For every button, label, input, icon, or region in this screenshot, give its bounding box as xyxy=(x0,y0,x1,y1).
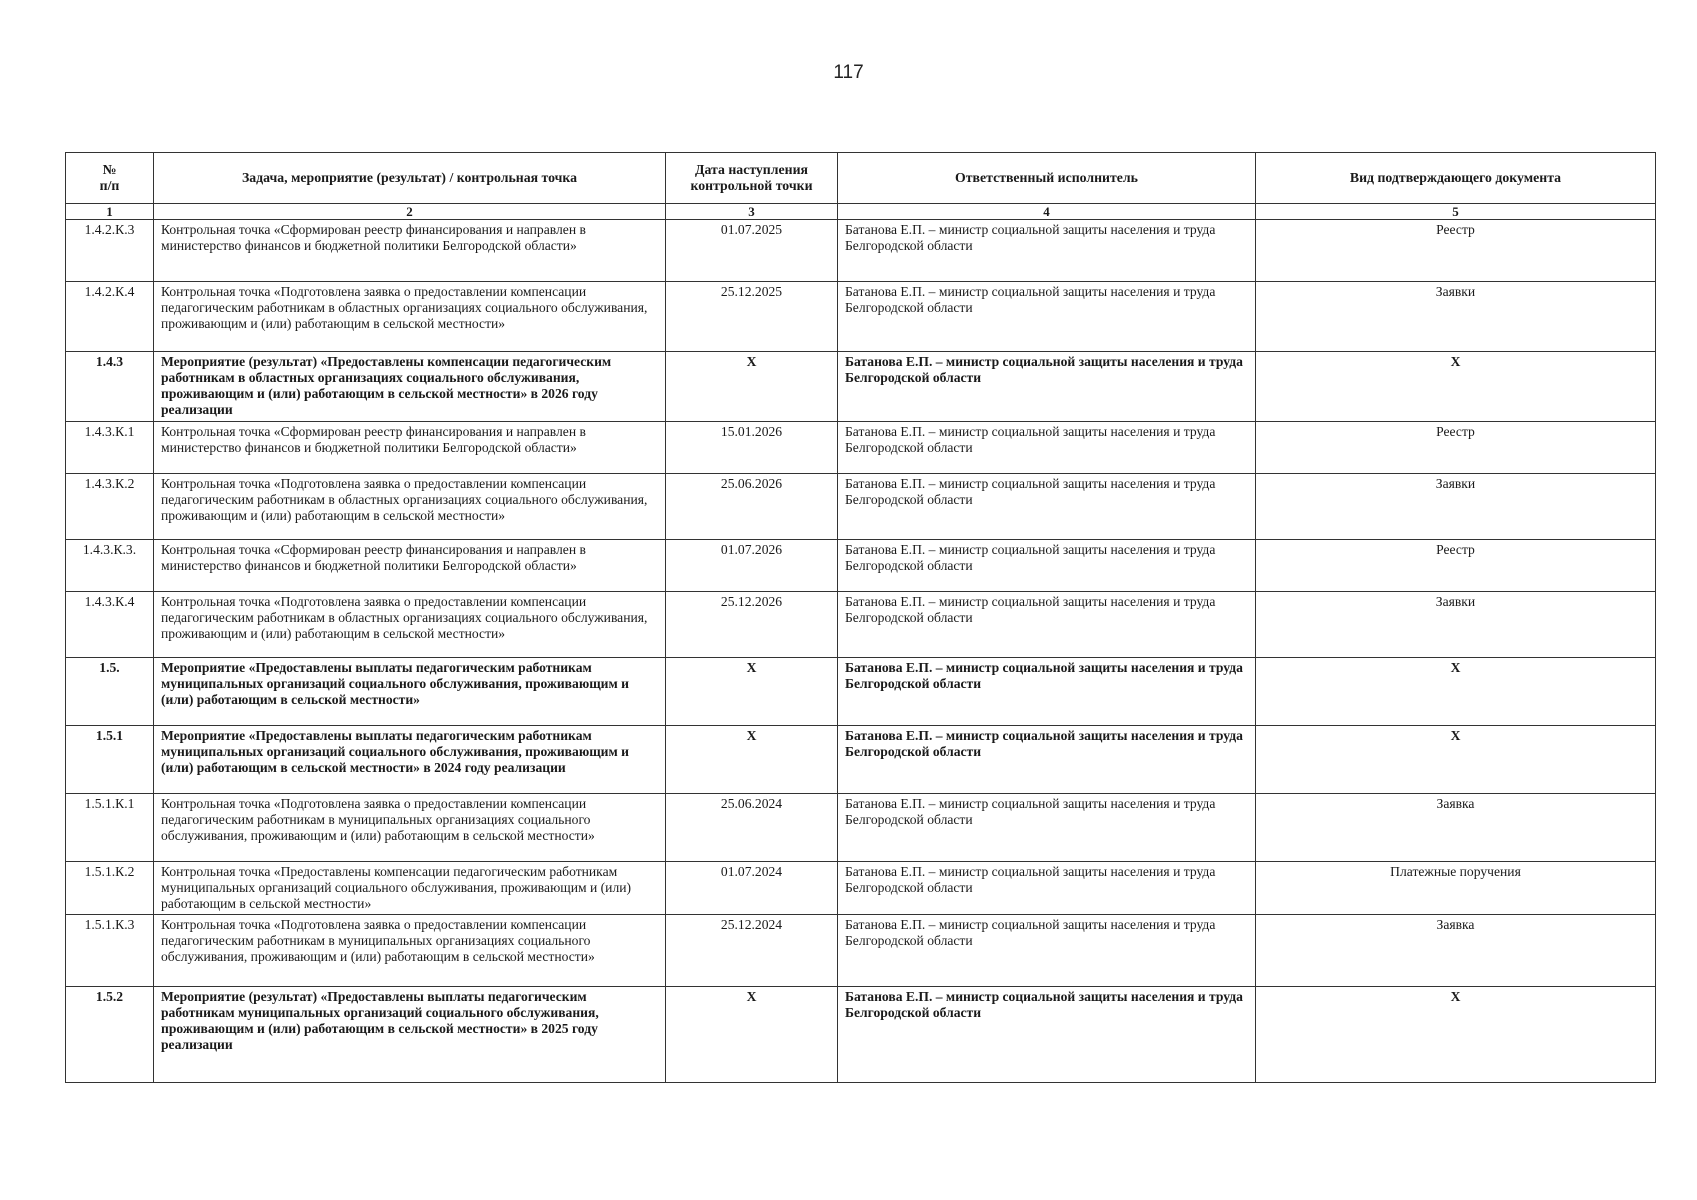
row-task: Мероприятие «Предоставлены выплаты педагогическим работникам муниципальных организаций социального обслуживания, проживающим и (или) работающим в сельской местности» в 2024 году реализации xyxy=(154,726,666,794)
row-task: Контрольная точка «Сформирован реестр финансирования и направлен в министерство финансов и бюджетной политики Белгородской области» xyxy=(154,220,666,282)
row-document: Заявки xyxy=(1256,592,1656,658)
row-date: 15.01.2026 xyxy=(666,422,838,474)
row-date: 01.07.2024 xyxy=(666,862,838,915)
row-number: 1.5.1.К.2 xyxy=(66,862,154,915)
table-row xyxy=(66,540,1656,592)
row-number: 1.5.1.К.1 xyxy=(66,794,154,862)
row-document: Заявка xyxy=(1256,914,1656,986)
row-number: 1.5.1.К.3 xyxy=(66,914,154,986)
row-number: 1.4.3.К.3. xyxy=(66,540,154,592)
row-document: X xyxy=(1256,986,1656,1082)
row-executor: Батанова Е.П. – министр социальной защиты населения и труда Белгородской области xyxy=(838,220,1256,282)
table-row xyxy=(66,422,1656,474)
row-number: 1.5.1 xyxy=(66,726,154,794)
table-row xyxy=(66,220,1656,282)
row-task: Контрольная точка «Подготовлена заявка о предоставлении компенсации педагогическим работникам в областных организациях социального обслуживания, проживающим и (или) работающим в сельской местности» xyxy=(154,474,666,540)
row-task: Контрольная точка «Сформирован реестр финансирования и направлен в министерство финансов и бюджетной политики Белгородской области» xyxy=(154,422,666,474)
row-date: 25.12.2024 xyxy=(666,914,838,986)
header-executor: Ответственный исполнитель xyxy=(838,153,1256,204)
header-number: № п/п xyxy=(66,153,154,204)
row-task: Контрольная точка «Подготовлена заявка о предоставлении компенсации педагогическим работникам в областных организациях социального обслуживания, проживающим и (или) работающим в сельской местности» xyxy=(154,282,666,352)
row-task: Контрольная точка «Подготовлена заявка о предоставлении компенсации педагогическим работникам в муниципальных организациях социального обслуживания, проживающим и (или) работающим в сельской местности» xyxy=(154,794,666,862)
row-date: 25.06.2024 xyxy=(666,794,838,862)
table-header-row xyxy=(66,153,1656,204)
row-date: 25.06.2026 xyxy=(666,474,838,540)
table-row xyxy=(66,986,1656,1082)
row-number: 1.4.2.К.3 xyxy=(66,220,154,282)
row-executor: Батанова Е.П. – министр социальной защиты населения и труда Белгородской области xyxy=(838,422,1256,474)
row-number: 1.4.3.К.1 xyxy=(66,422,154,474)
row-document: Реестр xyxy=(1256,422,1656,474)
row-executor: Батанова Е.П. – министр социальной защиты населения и труда Белгородской области xyxy=(838,986,1256,1082)
row-executor: Батанова Е.П. – министр социальной защиты населения и труда Белгородской области xyxy=(838,282,1256,352)
column-number: 3 xyxy=(666,204,838,220)
table-row xyxy=(66,474,1656,540)
row-number: 1.5. xyxy=(66,658,154,726)
row-date: 01.07.2026 xyxy=(666,540,838,592)
table-row xyxy=(66,726,1656,794)
row-executor: Батанова Е.П. – министр социальной защиты населения и труда Белгородской области xyxy=(838,540,1256,592)
row-document: Заявка xyxy=(1256,794,1656,862)
row-date: X xyxy=(666,726,838,794)
row-task: Мероприятие (результат) «Предоставлены компенсации педагогическим работникам в областных организациях социального обслуживания, проживающим и (или) работающим в сельской местности» в 2026 году реализации xyxy=(154,352,666,422)
row-document: Реестр xyxy=(1256,220,1656,282)
row-executor: Батанова Е.П. – министр социальной защиты населения и труда Белгородской области xyxy=(838,474,1256,540)
header-date: Дата наступления контрольной точки xyxy=(666,153,838,204)
row-date: 25.12.2026 xyxy=(666,592,838,658)
row-task: Мероприятие «Предоставлены выплаты педагогическим работникам муниципальных организаций социального обслуживания, проживающим и (или) работающим в сельской местности» xyxy=(154,658,666,726)
column-number-row xyxy=(66,204,1656,220)
row-executor: Батанова Е.П. – министр социальной защиты населения и труда Белгородской области xyxy=(838,914,1256,986)
table-body xyxy=(66,220,1656,1083)
row-executor: Батанова Е.П. – министр социальной защиты населения и труда Белгородской области xyxy=(838,726,1256,794)
header-task: Задача, мероприятие (результат) / контрольная точка xyxy=(154,153,666,204)
row-document: X xyxy=(1256,658,1656,726)
row-number: 1.4.3.К.4 xyxy=(66,592,154,658)
row-document: X xyxy=(1256,352,1656,422)
row-executor: Батанова Е.П. – министр социальной защиты населения и труда Белгородской области xyxy=(838,658,1256,726)
table-row xyxy=(66,592,1656,658)
column-number: 1 xyxy=(66,204,154,220)
row-task: Контрольная точка «Подготовлена заявка о предоставлении компенсации педагогическим работникам в муниципальных организациях социального обслуживания, проживающим и (или) работающим в сельской местности» xyxy=(154,914,666,986)
column-number: 5 xyxy=(1256,204,1656,220)
row-task: Контрольная точка «Подготовлена заявка о предоставлении компенсации педагогическим работникам в областных организациях социального обслуживания, проживающим и (или) работающим в сельской местности» xyxy=(154,592,666,658)
row-date: X xyxy=(666,352,838,422)
table-row xyxy=(66,914,1656,986)
table-row xyxy=(66,862,1656,915)
row-number: 1.5.2 xyxy=(66,986,154,1082)
row-date: X xyxy=(666,658,838,726)
row-executor: Батанова Е.П. – министр социальной защиты населения и труда Белгородской области xyxy=(838,592,1256,658)
row-date: 01.07.2025 xyxy=(666,220,838,282)
control-points-table xyxy=(65,152,1656,1083)
column-number: 2 xyxy=(154,204,666,220)
row-executor: Батанова Е.П. – министр социальной защиты населения и труда Белгородской области xyxy=(838,862,1256,915)
page-number: 117 xyxy=(833,62,864,83)
row-task: Контрольная точка «Сформирован реестр финансирования и направлен в министерство финансов и бюджетной политики Белгородской области» xyxy=(154,540,666,592)
row-document: Платежные поручения xyxy=(1256,862,1656,915)
column-number: 4 xyxy=(838,204,1256,220)
row-executor: Батанова Е.П. – министр социальной защиты населения и труда Белгородской области xyxy=(838,794,1256,862)
table-row xyxy=(66,282,1656,352)
row-task: Мероприятие (результат) «Предоставлены выплаты педагогическим работникам муниципальных организаций социального обслуживания, проживающим и (или) работающим в сельской местности» в 2025 году реализации xyxy=(154,986,666,1082)
row-date: 25.12.2025 xyxy=(666,282,838,352)
row-date: X xyxy=(666,986,838,1082)
row-document: X xyxy=(1256,726,1656,794)
row-task: Контрольная точка «Предоставлены компенсации педагогическим работникам муниципальных организаций социального обслуживания, проживающим и (или) работающим в сельской местности» xyxy=(154,862,666,915)
row-document: Заявки xyxy=(1256,474,1656,540)
table-row xyxy=(66,352,1656,422)
header-document: Вид подтверждающего документа xyxy=(1256,153,1656,204)
row-number: 1.4.3.К.2 xyxy=(66,474,154,540)
row-document: Реестр xyxy=(1256,540,1656,592)
table-row xyxy=(66,658,1656,726)
row-number: 1.4.3 xyxy=(66,352,154,422)
row-number: 1.4.2.К.4 xyxy=(66,282,154,352)
row-executor: Батанова Е.П. – министр социальной защиты населения и труда Белгородской области xyxy=(838,352,1256,422)
table-row xyxy=(66,794,1656,862)
row-document: Заявки xyxy=(1256,282,1656,352)
